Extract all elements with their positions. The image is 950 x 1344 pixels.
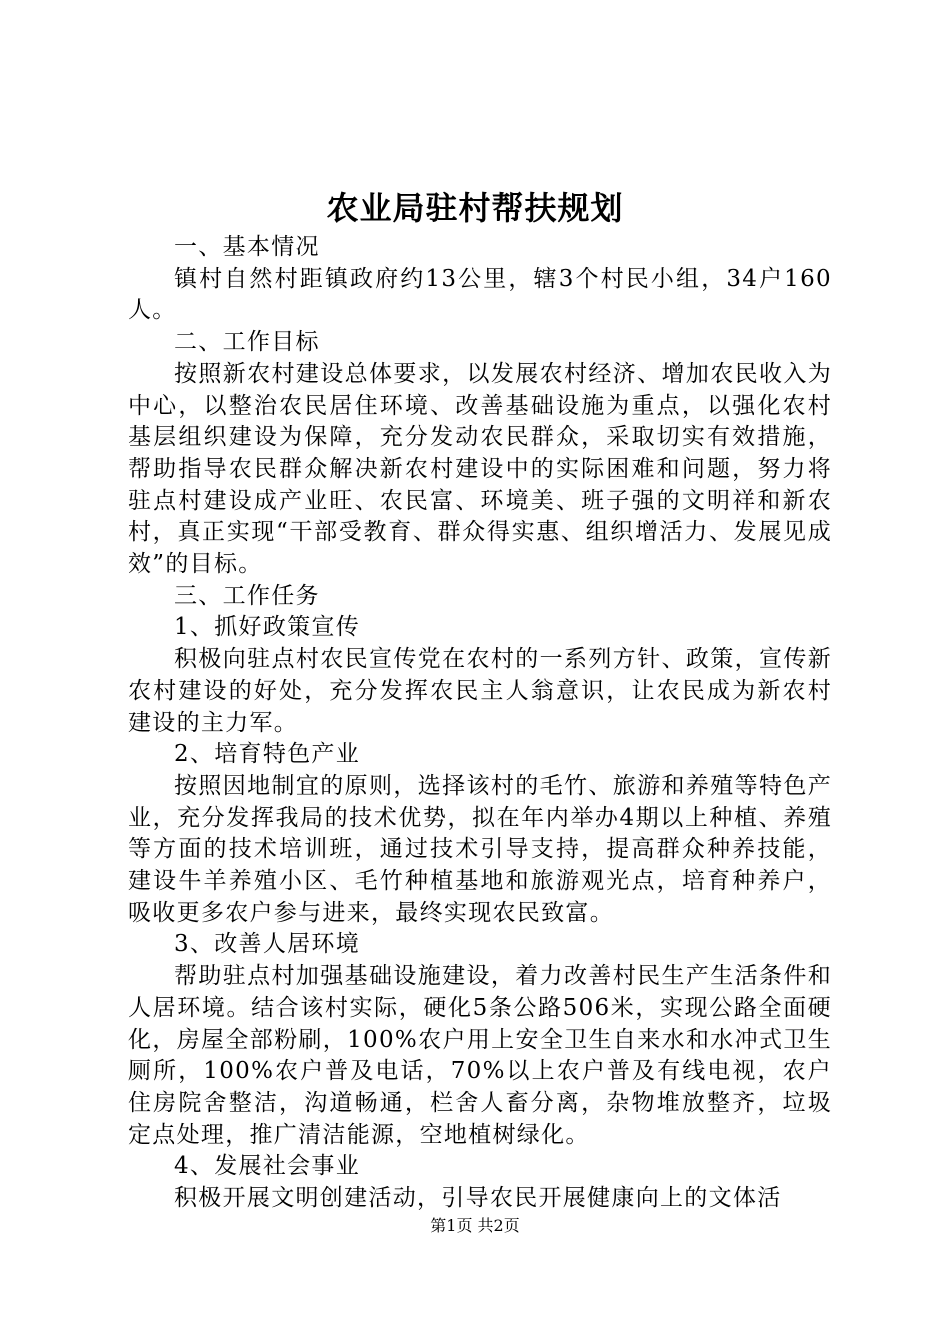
page-number-footer: 第1页 共2页	[430, 1216, 520, 1235]
subsection-heading: 3、改善人居环境	[174, 931, 361, 958]
body-paragraph: 帮助驻点村加强基础设施建设，着力改善村民生产生活条件和人居环境。结合该村实际，硬化5条公路506米，实现公路全面硬化，房屋全部粉刷，100%农户用上安全卫生自来水和水冲式卫生厕所，100%农户普及电话，70%以上农户普及有线电视，农户住房院舍整洁，沟道畅通，栏舍人畜分离，杂物堆放整齐，垃圾定点处理，推广清洁能源，空地植树绿化。	[128, 963, 832, 1148]
body-paragraph: 积极向驻点村农民宣传党在农村的一系列方针、政策，宣传新农村建设的好处，充分发挥农民主人翁意识，让农民成为新农村建设的主力军。	[128, 646, 832, 736]
subsection-heading: 4、发展社会事业	[174, 1153, 361, 1180]
body-paragraph: 按照因地制宜的原则，选择该村的毛竹、旅游和养殖等特色产业，充分发挥我局的技术优势，拟在年内举办4期以上种植、养殖等方面的技术培训班，通过技术引导支持，提高群众种养技能，建设牛羊养殖小区、毛竹种植基地和旅游观光点，培育种养户，吸收更多农户参与进来，最终实现农民致富。	[128, 772, 832, 926]
document-body	[128, 232, 832, 1215]
section-heading: 三、工作任务	[174, 582, 320, 609]
body-paragraph: 积极开展文明创建活动，引导农民开展健康向上的文体活	[174, 1185, 782, 1212]
subsection-heading: 1、抓好政策宣传	[174, 614, 361, 641]
body-paragraph: 镇村自然村距镇政府约13公里，辖3个村民小组，34户160人。	[128, 265, 832, 324]
section-heading: 二、工作目标	[174, 329, 320, 356]
subsection-heading: 2、培育特色产业	[174, 741, 361, 768]
section-heading: 一、基本情况	[174, 234, 320, 260]
body-paragraph: 按照新农村建设总体要求，以发展农村经济、增加农民收入为中心，以整治农民居住环境、改善基础设施为重点，以强化农村基层组织建设为保障，充分发动农民群众，采取切实有效措施，帮助指导农民群众解决新农村建设中的实际困难和问题，努力将驻点村建设成产业旺、农民富、环境美、班子强的文明祥和新农村，真正实现“干部受教育、群众得实惠、组织增活力、发展见成效”的目标。	[128, 360, 832, 578]
document-title: 农业局驻村帮扶规划	[326, 189, 624, 227]
